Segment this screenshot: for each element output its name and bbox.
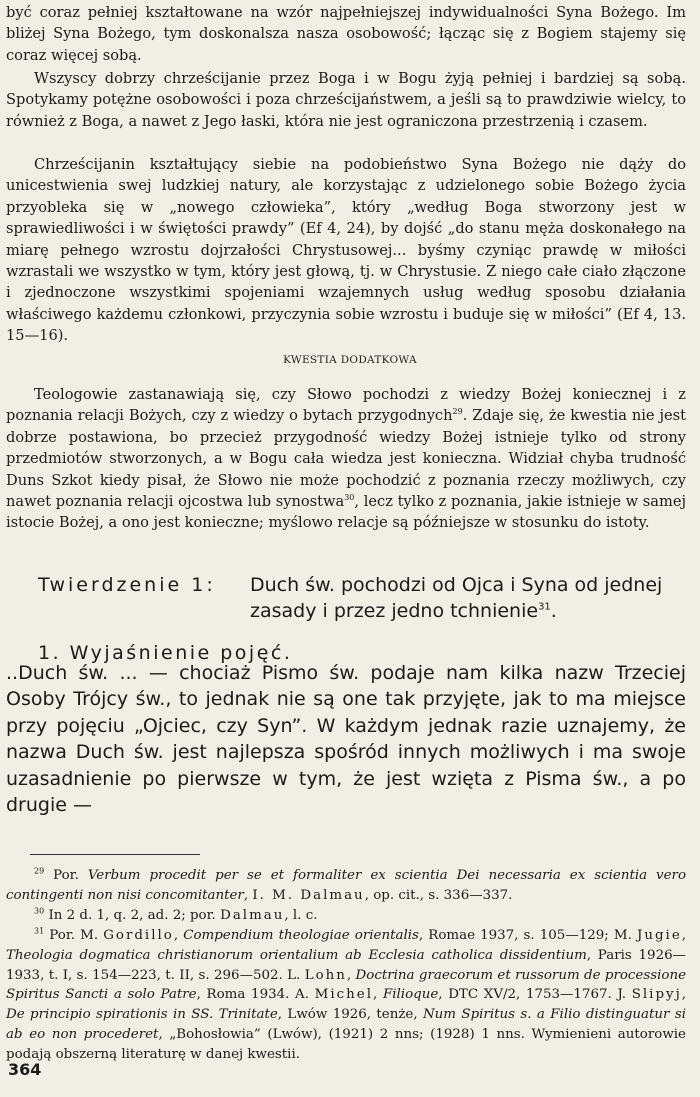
footnote-30-lead: In 2 d. 1, q. 2, ad. 2; por.: [48, 908, 221, 923]
footnote-30-number: 30: [34, 906, 45, 916]
footnote-30-tail: , l. c.: [284, 908, 318, 923]
footnote-ref-30[interactable]: 30: [344, 493, 355, 503]
paragraph-4: [6, 384, 686, 534]
footnote-31-title-2: Theologia dogmatica christianorum orientalium ab Ecclesia catholica dissidentium: [6, 947, 587, 963]
footnote-31-rest-4: , DTC XV/2, 1753—1767. J.: [438, 987, 632, 1003]
footnote-31: $^{31}$ Por. M. Gordillo, Compendium theologiae orientalis, Romae 1937, s. 105—129; M. Jugie, Theologia dogmatica christianorum orientalium ab Ecclesia catholica dissidentium, Paris 1926—1933, t. I, s. 154—223, t. II, s. 296—502. L. Lohn, Doctrina graecorum et russorum de processione Spiritus Sancti a solo Patre, Roma 1934. A. Michel, Filioque, DTC XV/2, 1753—1767. J. Slipyj, De principio spirationis in SS. Trinitate, Lwów 1926, tenże, Num Spiritus s. a Filio distinguatur si ab eo non procederet, „Bohosłowia” (Lwów), (1921) 2 nns; (1928) 1 nns. Wymienieni autorowie podają obszerną literaturę w danej kwestii.: [6, 926, 687, 1062]
thesis-label: [38, 574, 213, 596]
footnote-31-author-1: Gordillo: [103, 928, 174, 943]
paragraph-4-text-b: . Zdaje się, że kwestia nie jest dobrze postawiona, bo przecież przygodność wiedzy Bożej istnieje tylko od strony przedmiotów stworzonych, a w Bogu cała wiedza jest konieczna. Widział chyba trudność Duns Szkot kiedy pisał, że Słowo nie może pochodzić z poznania rzeczy możliwych, czy nawet poznania relacji ojcostwa lub synostwa: [6, 407, 686, 511]
footnote-31-rest-2: , Paris 1926—1933, t. I, s. 154—223, t. II, s. 296—502. L.: [6, 947, 686, 983]
footnote-31-title-5: De principio spirationis in SS. Trinitate: [6, 1007, 278, 1023]
page-number: 364: [8, 1060, 42, 1079]
footnote-ref-29[interactable]: 29: [452, 407, 463, 417]
section-body: ..Duch św. ... — chociaż Pismo św. podaje nam kilka nazw Trzeciej Osoby Trójcy św., to jednak nie są one tak przyjęte, jak to ma miejsce przy pojęciu „Ojciec, czy Syn”. W każdym jednak razie uznajemy, że nazwa Duch św. jest najlepsza spośród innych możliwych i ma swoje uzasadnienie po pierwsze w tym, że jest wzięta z Pisma św., a po drugie —: [6, 662, 686, 817]
footnote-31-rest-3: , Roma 1934. A.: [196, 987, 315, 1003]
paragraph-2: Wszyscy dobrzy chrześcijanie przez Boga i w Bogu żyją pełniej i bardziej są sobą. Spotykamy potężne osobowości i poza chrześcijaństwem, a jeśli są to prawdziwie wielcy, to również z Boga, a nawet z Jego łaski, która nie jest ograniczona przestrzenią i czasem.: [6, 70, 686, 130]
footnote-31-author-3: Lohn: [304, 967, 347, 983]
footnote-31-author-2: Jugie: [636, 928, 682, 943]
footnote-31-title-6: Num Spiritus s. a Filio distinguatur si ab eo non procederet: [6, 1007, 686, 1042]
thesis-body: Duch św. pochodzi od Ojca i Syna od jednej zasady i przez jedno tchnienie: [250, 574, 663, 622]
footnote-30: [6, 906, 686, 926]
footnote-divider: [30, 854, 200, 855]
footnote-31-title-4: Filioque: [382, 987, 439, 1003]
footnote-29: $^{29}$ Por. Verbum procedit per se et formaliter ex scientia Dei necessaria ex scientia vero contingenti non nisi concomitanter, I. M. Dalmau, op. cit., s. 336—337.: [6, 866, 686, 903]
footnote-29-quote: Verbum procedit per se et formaliter ex scientia Dei necessaria ex scientia vero contingenti non nisi concomitanter: [6, 868, 686, 903]
footnote-31-rest-6: , „Bohosłowia” (Lwów), (1921) 2 nns; (1928) 1 nns. Wymienieni autorowie podają obszerną literaturę w danej kwestii.: [6, 1026, 686, 1062]
thesis-colon: :: [206, 574, 213, 596]
footnote-30-author: Dalmau: [220, 908, 285, 923]
thesis-label-text: Twierdzenie 1: [38, 574, 207, 596]
paragraph-1: być coraz pełniej kształtowane na wzór najpełniejszej indywidualności Syna Bożego. Im bliżej Syna Bożego, tym doskonalsza nasza osobowość; łącząc się z Bogiem stajemy się coraz więcej sobą.: [6, 4, 686, 64]
footnote-31-rest-5: , Lwów 1926, tenże,: [277, 1007, 423, 1023]
footnote-29-author: I. M. Dalmau: [252, 887, 365, 903]
footnote-29-tail: , op. cit., s. 336—337.: [364, 887, 513, 903]
paragraph-4-text-c: , lecz tylko z poznania, jakie istnieje w samej istocie Bożej, a ono jest konieczne; myślowo relacje są późniejsze w stosunku do istoty.: [6, 493, 686, 532]
footnote-31-author-4: Michel: [314, 987, 373, 1003]
footnote-29-lead: Por.: [53, 868, 88, 883]
footnote-29-number: 29: [34, 866, 45, 876]
thesis-end: .: [550, 600, 557, 622]
footnote-ref-31[interactable]: 31: [538, 601, 551, 613]
section-heading: KWESTIA DODATKOWA: [283, 354, 417, 366]
footnote-31-lead: Por. M.: [49, 928, 104, 943]
section-label-text: 1. Wyjaśnienie pojęć.: [38, 642, 293, 664]
footnote-31-title-3: Doctrina graecorum et russorum de processione Spiritus Sancti a solo Patre: [6, 967, 686, 1003]
paragraph-3: Chrześcijanin kształtujący siebie na podobieństwo Syna Bożego nie dąży do unicestwienia swej ludzkiej natury, ale korzystając z udzielonego sobie Bożego życia przyobleka się w „nowego człowieka”, który „według Boga stworzony jest w sprawiedliwości i w świętości prawdy” (Ef 4, 24), by dojść „do stanu męża doskonałego na miarę pełnego wzrostu dojrzałości Chrystusowej... byśmy czyniąc prawdę w miłości wzrastali we wszystko w tym, który jest głową, tj. w Chrystusie. Z niego całe ciało złączone i zjednoczone wszystkimi spojeniami wzajemnych usług według sposobu działania właściwego każdemu członkowi, przyczynia sobie wzrostu i buduje się w miłości” (Ef 4, 13. 15—16).: [6, 156, 686, 345]
footnote-31-author-5: Slipyj: [631, 987, 682, 1003]
footnote-31-title-1: Compendium theologiae orientalis: [183, 928, 419, 943]
thesis-text: [250, 572, 686, 624]
paragraph-4-text-a: Teologowie zastanawiają się, czy Słowo pochodzi z wiedzy Bożej koniecznej i z poznania relacji Bożych, czy z wiedzy o bytach przygodnych: [6, 386, 686, 425]
footnote-31-number: 31: [34, 926, 45, 936]
footnote-31-rest-1: , Romae 1937, s. 105—129; M.: [418, 928, 637, 943]
